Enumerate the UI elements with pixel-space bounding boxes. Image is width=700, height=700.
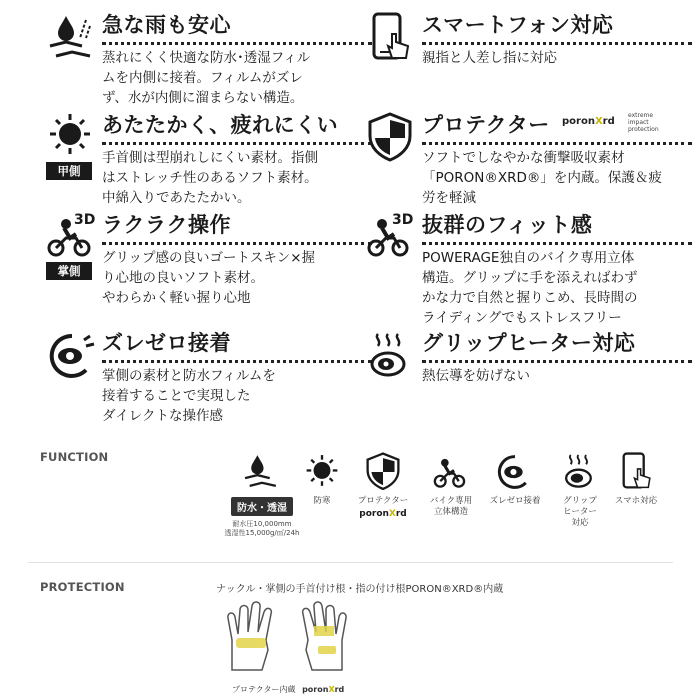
feature-title: スマートフォン対応 <box>422 13 614 37</box>
shield-icon <box>363 452 403 492</box>
smartphone-icon <box>616 452 656 492</box>
poron-suffix: rd <box>602 116 615 127</box>
function-zero-slip <box>484 452 546 507</box>
glove-illustration <box>222 600 352 676</box>
section-divider <box>28 562 673 563</box>
function-caption: ズレゼロ接着 <box>489 496 541 506</box>
poron-prefix: poron <box>302 685 329 694</box>
dotted-divider <box>422 42 692 45</box>
shield-icon <box>366 112 418 164</box>
dotted-divider <box>102 360 372 363</box>
function-smartphone <box>608 452 664 507</box>
dotted-divider <box>422 360 692 363</box>
poron-tagline: extreme impact protection <box>628 112 659 133</box>
function-caption: スマホ対応 <box>614 496 658 506</box>
feature-description: 掌側の素材と防水フィルムを 接着することで実現した ダイレクトな操作感 <box>102 368 276 424</box>
sun-icon <box>46 112 98 164</box>
function-grip-heater <box>552 452 608 529</box>
protection-caption <box>232 684 344 695</box>
sun-icon <box>302 452 342 492</box>
poron-xrd-logo <box>346 509 420 519</box>
grip-eye-icon <box>46 330 98 382</box>
palm-side-tag: 掌側 <box>46 262 92 280</box>
protection-caption-text: プロテクター内蔵 <box>232 685 296 694</box>
rain-icon <box>242 452 282 492</box>
grip-eye-icon <box>495 452 535 492</box>
poron-prefix: poron <box>562 116 595 127</box>
poron-x: X <box>594 116 603 127</box>
function-label: FUNCTION <box>40 450 109 464</box>
dotted-divider <box>102 42 372 45</box>
waterproof-spec: 耐水圧10,000mm 透湿性15,000g/㎡/24h <box>224 520 300 537</box>
poron-x: X <box>388 509 396 519</box>
protection-description: ナックル・掌側の手首付け根・指の付け根PORON®XRD®内蔵 <box>216 584 504 595</box>
waterproof-badge: 防水・透湿 <box>231 497 293 516</box>
function-caption: グリップ ヒーター 対応 <box>563 496 597 528</box>
poron-prefix: poron <box>359 509 389 519</box>
feature-description: POWERAGE独自のバイク専用立体 構造。グリップに手を添えればわず かな力で自然と握りこめ、長時間の ライディングでもストレスフリー <box>422 250 638 326</box>
feature-title: 急な雨も安心 <box>102 13 231 37</box>
poron-xrd-logo <box>302 685 344 694</box>
feature-title: プロテクター <box>422 113 550 137</box>
poron-suffix: rd <box>395 509 407 519</box>
feature-description: 親指と人差し指に対応 <box>422 50 557 66</box>
rider-3d-icon <box>430 452 472 492</box>
dotted-divider <box>422 242 692 245</box>
poron-x: X <box>328 685 335 694</box>
smartphone-icon <box>366 12 418 64</box>
badge-3d: 3D <box>392 212 414 228</box>
dotted-divider <box>102 142 372 145</box>
heater-icon <box>366 330 418 382</box>
feature-title: グリップヒーター対応 <box>422 331 636 355</box>
badge-3d: 3D <box>74 212 96 228</box>
feature-description: グリップ感の良いゴートスキン×握 り心地の良いソフト素材。 やわらかく軽い握り心地 <box>102 250 316 306</box>
poron-xrd-logo <box>562 116 615 127</box>
feature-description: 蒸れにくく快適な防水･透湿フィル ムを内側に接着。フィルムがズレ ず、水が内側に溜まらない構造。 <box>102 50 311 106</box>
function-caption: バイク専用 立体構造 <box>429 496 473 517</box>
function-caption: プロテクター <box>357 496 409 506</box>
dotted-divider <box>422 142 692 145</box>
function-caption: 防寒 <box>313 496 331 506</box>
poron-suffix: rd <box>334 685 345 694</box>
feature-description: 熱伝導を妨げない <box>422 368 530 384</box>
back-side-tag: 甲側 <box>46 162 92 180</box>
feature-title: ズレゼロ接着 <box>102 331 231 355</box>
function-warm <box>296 452 348 507</box>
feature-title: あたたかく、疲れにくい <box>102 113 339 137</box>
rain-icon <box>46 12 98 64</box>
feature-title: 抜群のフィット感 <box>422 213 593 237</box>
feature-title: ラクラク操作 <box>102 213 231 237</box>
heater-icon <box>560 452 600 492</box>
function-protector <box>346 452 420 519</box>
feature-description: ソフトでしなやかな衝撃吸収素材 「PORON®XRD®」を内蔵。保護＆疲 労を軽減 <box>422 150 662 206</box>
feature-description: 手首側は型崩れしにくい素材。指側 はストレッチ性のあるソフト素材。 中綿入りであたたかい。 <box>102 150 318 206</box>
function-waterproof <box>222 452 302 538</box>
function-3d-structure <box>420 452 482 518</box>
dotted-divider <box>102 242 372 245</box>
protection-label: PROTECTION <box>40 580 125 594</box>
